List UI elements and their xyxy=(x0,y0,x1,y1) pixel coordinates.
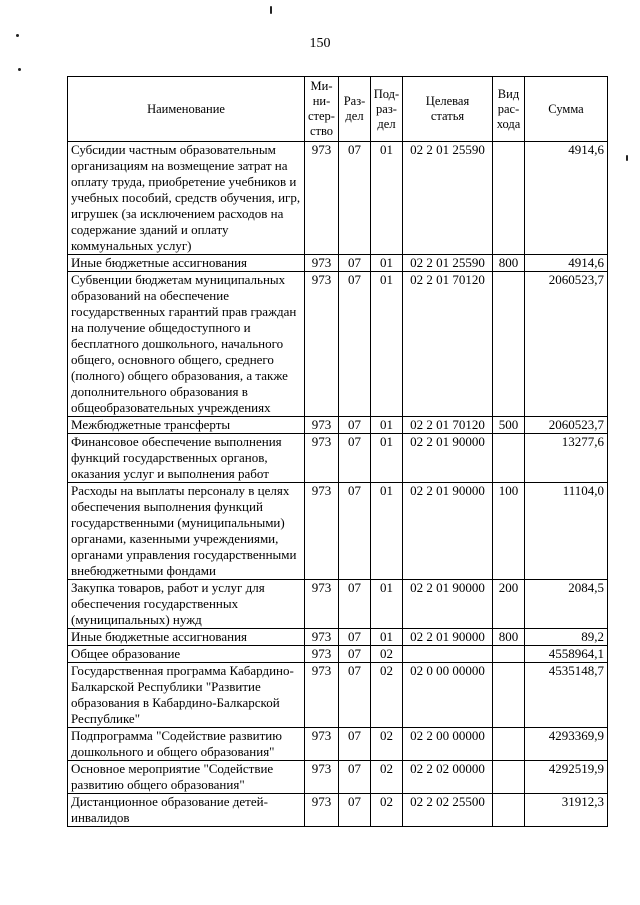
cell-sum: 89,2 xyxy=(525,629,608,646)
cell-target: 02 2 02 25500 xyxy=(403,794,493,827)
cell-target xyxy=(403,646,493,663)
cell-sum: 4558964,1 xyxy=(525,646,608,663)
cell-section: 07 xyxy=(339,255,371,272)
cell-kind xyxy=(493,272,525,417)
cell-subsection: 02 xyxy=(371,663,403,728)
table-row xyxy=(68,483,608,580)
cell-name: Субсидии частным образовательным организациям на возмещение затрат на оплату труда, приобретение учебников и учебных пособий, средств обучения, игр, игрушек (за исключением расходов на содержание зданий и оплату коммунальных услуг) xyxy=(68,142,305,255)
cell-name: Иные бюджетные ассигнования xyxy=(68,255,305,272)
cell-subsection: 02 xyxy=(371,761,403,794)
cell-section: 07 xyxy=(339,417,371,434)
cell-subsection: 02 xyxy=(371,728,403,761)
cell-kind xyxy=(493,761,525,794)
cell-name: Межбюджетные трансферты xyxy=(68,417,305,434)
header-sum: Сумма xyxy=(525,77,608,142)
cell-name: Общее образование xyxy=(68,646,305,663)
table-header-row xyxy=(68,77,608,142)
cell-subsection: 02 xyxy=(371,646,403,663)
cell-section: 07 xyxy=(339,663,371,728)
table-row xyxy=(68,794,608,827)
cell-section: 07 xyxy=(339,629,371,646)
cell-name: Подпрограмма "Содействие развитию дошкольного и общего образования" xyxy=(68,728,305,761)
table-row xyxy=(68,142,608,255)
cell-target: 02 2 00 00000 xyxy=(403,728,493,761)
cell-ministry: 973 xyxy=(305,255,339,272)
cell-kind xyxy=(493,728,525,761)
table-row xyxy=(68,255,608,272)
header-section: Раз- дел xyxy=(339,77,371,142)
cell-name: Субвенции бюджетам муниципальных образований на обеспечение государственных гарантий прав граждан на получение общедоступного и бесплатного дошкольного, начального общего, основного общего, среднего (полного) общего образования, а также дополнительного образования в общеобразовательных учреждениях xyxy=(68,272,305,417)
header-target: Целевая статья xyxy=(403,77,493,142)
cell-kind: 800 xyxy=(493,255,525,272)
cell-subsection: 01 xyxy=(371,142,403,255)
cell-sum: 4914,6 xyxy=(525,142,608,255)
cell-sum: 4293369,9 xyxy=(525,728,608,761)
cell-name: Закупка товаров, работ и услуг для обеспечения государственных (муниципальных) нужд xyxy=(68,580,305,629)
cell-target: 02 0 00 00000 xyxy=(403,663,493,728)
cell-name: Финансовое обеспечение выполнения функций государственных органов, оказания услуг и выполнения работ xyxy=(68,434,305,483)
table-row xyxy=(68,272,608,417)
cell-target: 02 2 01 25590 xyxy=(403,255,493,272)
cell-sum: 2084,5 xyxy=(525,580,608,629)
cell-section: 07 xyxy=(339,483,371,580)
table-row xyxy=(68,629,608,646)
cell-ministry: 973 xyxy=(305,629,339,646)
cell-sum: 4535148,7 xyxy=(525,663,608,728)
cell-ministry: 973 xyxy=(305,794,339,827)
cell-subsection: 01 xyxy=(371,434,403,483)
cell-subsection: 01 xyxy=(371,629,403,646)
cell-sum: 4914,6 xyxy=(525,255,608,272)
cell-ministry: 973 xyxy=(305,663,339,728)
cell-name: Дистанционное образование детей-инвалидов xyxy=(68,794,305,827)
cell-section: 07 xyxy=(339,272,371,417)
cell-ministry: 973 xyxy=(305,272,339,417)
cell-kind: 200 xyxy=(493,580,525,629)
table-row xyxy=(68,580,608,629)
cell-section: 07 xyxy=(339,794,371,827)
cell-sum: 13277,6 xyxy=(525,434,608,483)
table-row xyxy=(68,663,608,728)
cell-subsection: 02 xyxy=(371,794,403,827)
cell-ministry: 973 xyxy=(305,646,339,663)
header-subsection: Под- раз- дел xyxy=(371,77,403,142)
cell-ministry: 973 xyxy=(305,761,339,794)
cell-sum: 2060523,7 xyxy=(525,272,608,417)
cell-name: Основное мероприятие "Содействие развитию общего образования" xyxy=(68,761,305,794)
cell-kind: 800 xyxy=(493,629,525,646)
cell-sum: 2060523,7 xyxy=(525,417,608,434)
cell-kind: 100 xyxy=(493,483,525,580)
cell-subsection: 01 xyxy=(371,255,403,272)
cell-ministry: 973 xyxy=(305,142,339,255)
table-row xyxy=(68,417,608,434)
cell-name: Государственная программа Кабардино-Балкарской Республики "Развитие образования в Кабардино-Балкарской Республике" xyxy=(68,663,305,728)
cell-target: 02 2 01 90000 xyxy=(403,629,493,646)
cell-target: 02 2 01 70120 xyxy=(403,272,493,417)
cell-ministry: 973 xyxy=(305,728,339,761)
cell-sum: 31912,3 xyxy=(525,794,608,827)
cell-target: 02 2 01 90000 xyxy=(403,483,493,580)
table-row xyxy=(68,761,608,794)
cell-target: 02 2 01 90000 xyxy=(403,434,493,483)
table-row xyxy=(68,646,608,663)
cell-kind xyxy=(493,663,525,728)
cell-sum: 11104,0 xyxy=(525,483,608,580)
scan-speck xyxy=(626,155,628,161)
scan-speck xyxy=(18,68,21,71)
cell-sum: 4292519,9 xyxy=(525,761,608,794)
cell-ministry: 973 xyxy=(305,580,339,629)
header-ministry: Ми- ни- стер- ство xyxy=(305,77,339,142)
cell-kind xyxy=(493,646,525,663)
table-row xyxy=(68,728,608,761)
cell-target: 02 2 01 25590 xyxy=(403,142,493,255)
cell-ministry: 973 xyxy=(305,434,339,483)
cell-ministry: 973 xyxy=(305,417,339,434)
cell-section: 07 xyxy=(339,728,371,761)
cell-target: 02 2 02 00000 xyxy=(403,761,493,794)
cell-section: 07 xyxy=(339,580,371,629)
cell-ministry: 973 xyxy=(305,483,339,580)
cell-kind xyxy=(493,794,525,827)
cell-subsection: 01 xyxy=(371,580,403,629)
header-name: Наименование xyxy=(68,77,305,142)
cell-subsection: 01 xyxy=(371,417,403,434)
cell-kind xyxy=(493,142,525,255)
cell-subsection: 01 xyxy=(371,483,403,580)
page-number: 150 xyxy=(309,36,331,51)
cell-kind xyxy=(493,434,525,483)
budget-table xyxy=(67,76,608,827)
cell-section: 07 xyxy=(339,142,371,255)
cell-target: 02 2 01 70120 xyxy=(403,417,493,434)
scan-speck xyxy=(270,6,272,14)
header-kind: Вид рас- хода xyxy=(493,77,525,142)
cell-subsection: 01 xyxy=(371,272,403,417)
cell-name: Иные бюджетные ассигнования xyxy=(68,629,305,646)
cell-section: 07 xyxy=(339,761,371,794)
cell-kind: 500 xyxy=(493,417,525,434)
table-row xyxy=(68,434,608,483)
cell-section: 07 xyxy=(339,646,371,663)
cell-section: 07 xyxy=(339,434,371,483)
cell-name: Расходы на выплаты персоналу в целях обеспечения выполнения функций государственными (муниципальными) органами, казенными учреждениями, органами управления государственными внебюджетными фондами xyxy=(68,483,305,580)
cell-target: 02 2 01 90000 xyxy=(403,580,493,629)
